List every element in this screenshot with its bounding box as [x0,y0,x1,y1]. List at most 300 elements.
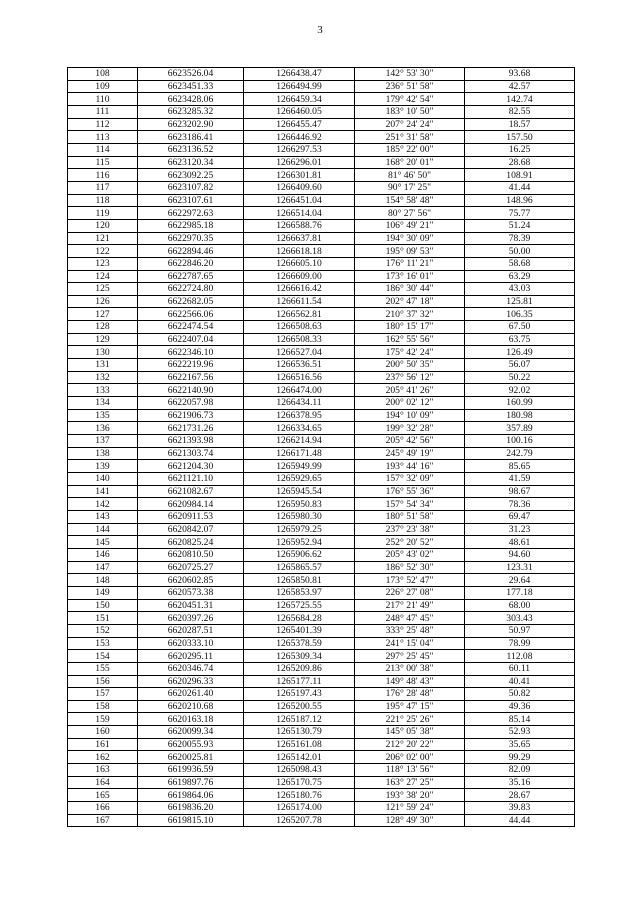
y-coordinate-cell: 1265130.79 [244,726,355,739]
table-row [68,245,575,258]
x-coordinate-cell: 6620261.40 [138,688,244,701]
point-number-cell: 161 [68,738,138,751]
y-coordinate-cell: 1266451.04 [244,194,355,207]
bearing-cell: 142° 53' 30" [355,68,465,81]
distance-cell: 29.64 [465,574,575,587]
y-coordinate-cell: 1266605.10 [244,257,355,270]
x-coordinate-cell: 6620573.38 [138,586,244,599]
bearing-cell: 106° 49' 21" [355,219,465,232]
point-number-cell: 153 [68,637,138,650]
y-coordinate-cell: 1265979.25 [244,523,355,536]
y-coordinate-cell: 1265853.97 [244,586,355,599]
point-number-cell: 131 [68,359,138,372]
distance-cell: 31.23 [465,523,575,536]
bearing-cell: 252° 20' 52" [355,536,465,549]
distance-cell: 40.41 [465,675,575,688]
x-coordinate-cell: 6620602.85 [138,574,244,587]
point-number-cell: 139 [68,460,138,473]
table-row [68,397,575,410]
bearing-cell: 185° 22' 00" [355,143,465,156]
point-number-cell: 150 [68,599,138,612]
x-coordinate-cell: 6622724.80 [138,283,244,296]
table-row [68,118,575,131]
distance-cell: 75.77 [465,207,575,220]
distance-cell: 41.59 [465,473,575,486]
distance-cell: 82.09 [465,764,575,777]
point-number-cell: 128 [68,321,138,334]
point-number-cell: 157 [68,688,138,701]
x-coordinate-cell: 6623428.06 [138,93,244,106]
distance-cell: 357.89 [465,422,575,435]
y-coordinate-cell: 1265929.65 [244,473,355,486]
distance-cell: 39.83 [465,802,575,815]
table-row [68,738,575,751]
y-coordinate-cell: 1265906.62 [244,548,355,561]
distance-cell: 303.43 [465,612,575,625]
x-coordinate-cell: 6621731.26 [138,422,244,435]
point-number-cell: 141 [68,485,138,498]
point-number-cell: 113 [68,131,138,144]
y-coordinate-cell: 1265309.34 [244,650,355,663]
bearing-cell: 205° 41' 26" [355,384,465,397]
y-coordinate-cell: 1266562.81 [244,308,355,321]
y-coordinate-cell: 1266459.34 [244,93,355,106]
table-row [68,751,575,764]
y-coordinate-cell: 1265945.54 [244,485,355,498]
bearing-cell: 221° 25' 26" [355,713,465,726]
distance-cell: 68.00 [465,599,575,612]
point-number-cell: 162 [68,751,138,764]
y-coordinate-cell: 1265378.59 [244,637,355,650]
x-coordinate-cell: 6623092.25 [138,169,244,182]
point-number-cell: 135 [68,409,138,422]
point-number-cell: 116 [68,169,138,182]
table-row [68,536,575,549]
distance-cell: 78.36 [465,498,575,511]
table-row [68,485,575,498]
table-row [68,422,575,435]
x-coordinate-cell: 6620296.33 [138,675,244,688]
x-coordinate-cell: 6621204.30 [138,460,244,473]
point-number-cell: 166 [68,802,138,815]
table-row [68,586,575,599]
bearing-cell: 157° 32' 09" [355,473,465,486]
table-row [68,371,575,384]
table-row [68,283,575,296]
distance-cell: 16.25 [465,143,575,156]
table-row [68,460,575,473]
point-number-cell: 109 [68,80,138,93]
bearing-cell: 237° 23' 38" [355,523,465,536]
bearing-cell: 193° 38' 20" [355,789,465,802]
y-coordinate-cell: 1265098.43 [244,764,355,777]
table-row [68,574,575,587]
point-number-cell: 164 [68,776,138,789]
y-coordinate-cell: 1266616.42 [244,283,355,296]
distance-cell: 92.02 [465,384,575,397]
bearing-cell: 193° 44' 16" [355,460,465,473]
x-coordinate-cell: 6620397.26 [138,612,244,625]
x-coordinate-cell: 6620825.24 [138,536,244,549]
distance-cell: 52.93 [465,726,575,739]
table-row [68,700,575,713]
y-coordinate-cell: 1266516.56 [244,371,355,384]
x-coordinate-cell: 6620451.31 [138,599,244,612]
bearing-cell: 157° 54' 34" [355,498,465,511]
bearing-cell: 175° 42' 24" [355,346,465,359]
y-coordinate-cell: 1265950.83 [244,498,355,511]
bearing-cell: 205° 43' 02" [355,548,465,561]
point-number-cell: 167 [68,814,138,827]
x-coordinate-cell: 6623107.61 [138,194,244,207]
table-row [68,384,575,397]
y-coordinate-cell: 1266611.54 [244,295,355,308]
y-coordinate-cell: 1265177.11 [244,675,355,688]
point-number-cell: 149 [68,586,138,599]
table-row [68,599,575,612]
x-coordinate-cell: 6619897.76 [138,776,244,789]
x-coordinate-cell: 6622474.54 [138,321,244,334]
bearing-cell: 200° 02' 12" [355,397,465,410]
table-row [68,548,575,561]
bearing-cell: 80° 27' 56" [355,207,465,220]
bearing-cell: 121° 59' 24" [355,802,465,815]
y-coordinate-cell: 1266508.33 [244,333,355,346]
bearing-cell: 251° 31' 58" [355,131,465,144]
point-number-cell: 115 [68,156,138,169]
distance-cell: 126.49 [465,346,575,359]
point-number-cell: 130 [68,346,138,359]
distance-cell: 51.24 [465,219,575,232]
y-coordinate-cell: 1266438.47 [244,68,355,81]
x-coordinate-cell: 6622167.56 [138,371,244,384]
bearing-cell: 194° 10' 09" [355,409,465,422]
distance-cell: 43.03 [465,283,575,296]
table-row [68,650,575,663]
x-coordinate-cell: 6620911.53 [138,510,244,523]
table-row [68,308,575,321]
x-coordinate-cell: 6622894.46 [138,245,244,258]
point-number-cell: 134 [68,397,138,410]
distance-cell: 50.82 [465,688,575,701]
y-coordinate-cell: 1265180.76 [244,789,355,802]
x-coordinate-cell: 6622566.06 [138,308,244,321]
table-row [68,321,575,334]
y-coordinate-cell: 1266609.00 [244,270,355,283]
bearing-cell: 180° 15' 17" [355,321,465,334]
point-number-cell: 142 [68,498,138,511]
bearing-cell: 199° 32' 28" [355,422,465,435]
y-coordinate-cell: 1266297.53 [244,143,355,156]
bearing-cell: 186° 30' 44" [355,283,465,296]
point-number-cell: 159 [68,713,138,726]
distance-cell: 42.57 [465,80,575,93]
bearing-cell: 207° 24' 24" [355,118,465,131]
y-coordinate-cell: 1266296.01 [244,156,355,169]
y-coordinate-cell: 1266460.05 [244,105,355,118]
table-row [68,802,575,815]
y-coordinate-cell: 1265174.00 [244,802,355,815]
point-number-cell: 124 [68,270,138,283]
bearing-cell: 236° 51' 58" [355,80,465,93]
bearing-cell: 81° 46' 50" [355,169,465,182]
table-row [68,789,575,802]
distance-cell: 28.67 [465,789,575,802]
table-row [68,346,575,359]
bearing-cell: 176° 28' 48" [355,688,465,701]
y-coordinate-cell: 1266171.48 [244,447,355,460]
y-coordinate-cell: 1265952.94 [244,536,355,549]
distance-cell: 160.99 [465,397,575,410]
x-coordinate-cell: 6620055.93 [138,738,244,751]
y-coordinate-cell: 1266527.04 [244,346,355,359]
x-coordinate-cell: 6622407.04 [138,333,244,346]
x-coordinate-cell: 6621393.98 [138,435,244,448]
bearing-cell: 248° 47' 45" [355,612,465,625]
x-coordinate-cell: 6620210.68 [138,700,244,713]
table-row [68,409,575,422]
point-number-cell: 147 [68,561,138,574]
bearing-cell: 194° 30' 09" [355,232,465,245]
y-coordinate-cell: 1265209.86 [244,662,355,675]
point-number-cell: 165 [68,789,138,802]
y-coordinate-cell: 1266455.47 [244,118,355,131]
table-row [68,435,575,448]
point-number-cell: 111 [68,105,138,118]
bearing-cell: 179° 42' 54" [355,93,465,106]
distance-cell: 49.36 [465,700,575,713]
table-row [68,105,575,118]
x-coordinate-cell: 6623285.32 [138,105,244,118]
y-coordinate-cell: 1266409.60 [244,181,355,194]
y-coordinate-cell: 1265170.75 [244,776,355,789]
distance-cell: 63.75 [465,333,575,346]
table-row [68,270,575,283]
point-number-cell: 132 [68,371,138,384]
point-number-cell: 146 [68,548,138,561]
distance-cell: 58.68 [465,257,575,270]
x-coordinate-cell: 6622682.05 [138,295,244,308]
distance-cell: 35.16 [465,776,575,789]
bearing-cell: 333° 25' 48" [355,624,465,637]
table-body [68,68,575,827]
distance-cell: 99.29 [465,751,575,764]
y-coordinate-cell: 1266514.04 [244,207,355,220]
y-coordinate-cell: 1265980.30 [244,510,355,523]
distance-cell: 112.08 [465,650,575,663]
distance-cell: 148.96 [465,194,575,207]
distance-cell: 85.14 [465,713,575,726]
point-number-cell: 137 [68,435,138,448]
distance-cell: 157.50 [465,131,575,144]
point-number-cell: 138 [68,447,138,460]
x-coordinate-cell: 6623120.34 [138,156,244,169]
bearing-cell: 245° 49' 19" [355,447,465,460]
y-coordinate-cell: 1265207.78 [244,814,355,827]
y-coordinate-cell: 1266618.18 [244,245,355,258]
distance-cell: 180.98 [465,409,575,422]
distance-cell: 108.91 [465,169,575,182]
distance-cell: 106.35 [465,308,575,321]
point-number-cell: 155 [68,662,138,675]
y-coordinate-cell: 1265142.01 [244,751,355,764]
point-number-cell: 112 [68,118,138,131]
table-row [68,169,575,182]
point-number-cell: 144 [68,523,138,536]
x-coordinate-cell: 6622787.65 [138,270,244,283]
table-row [68,181,575,194]
x-coordinate-cell: 6620725.27 [138,561,244,574]
point-number-cell: 129 [68,333,138,346]
distance-cell: 100.16 [465,435,575,448]
table-row [68,80,575,93]
distance-cell: 98.67 [465,485,575,498]
y-coordinate-cell: 1265850.81 [244,574,355,587]
point-number-cell: 154 [68,650,138,663]
table-row [68,764,575,777]
table-row [68,688,575,701]
distance-cell: 177.18 [465,586,575,599]
point-number-cell: 136 [68,422,138,435]
bearing-cell: 217° 21' 49" [355,599,465,612]
table-row [68,814,575,827]
point-number-cell: 108 [68,68,138,81]
bearing-cell: 168° 20' 01" [355,156,465,169]
bearing-cell: 149° 48' 43" [355,675,465,688]
point-number-cell: 163 [68,764,138,777]
x-coordinate-cell: 6620984.14 [138,498,244,511]
bearing-cell: 118° 13' 56" [355,764,465,777]
point-number-cell: 122 [68,245,138,258]
bearing-cell: 128° 49' 30" [355,814,465,827]
bearing-cell: 205° 42' 56" [355,435,465,448]
x-coordinate-cell: 6620025.81 [138,751,244,764]
point-number-cell: 145 [68,536,138,549]
table-row [68,662,575,675]
x-coordinate-cell: 6622219.96 [138,359,244,372]
y-coordinate-cell: 1266637.81 [244,232,355,245]
table-row [68,333,575,346]
y-coordinate-cell: 1266536.51 [244,359,355,372]
y-coordinate-cell: 1266214.94 [244,435,355,448]
table-row [68,447,575,460]
distance-cell: 41.44 [465,181,575,194]
y-coordinate-cell: 1266588.76 [244,219,355,232]
y-coordinate-cell: 1265200.55 [244,700,355,713]
point-number-cell: 114 [68,143,138,156]
x-coordinate-cell: 6620099.34 [138,726,244,739]
x-coordinate-cell: 6621906.73 [138,409,244,422]
point-number-cell: 120 [68,219,138,232]
table-row [68,675,575,688]
distance-cell: 18.57 [465,118,575,131]
point-number-cell: 152 [68,624,138,637]
table-row [68,156,575,169]
point-number-cell: 121 [68,232,138,245]
bearing-cell: 176° 11' 21" [355,257,465,270]
point-number-cell: 156 [68,675,138,688]
bearing-cell: 186° 52' 30" [355,561,465,574]
table-row [68,359,575,372]
distance-cell: 94.60 [465,548,575,561]
point-number-cell: 117 [68,181,138,194]
x-coordinate-cell: 6621303.74 [138,447,244,460]
x-coordinate-cell: 6620346.74 [138,662,244,675]
point-number-cell: 126 [68,295,138,308]
point-number-cell: 160 [68,726,138,739]
x-coordinate-cell: 6623107.82 [138,181,244,194]
bearing-cell: 202° 47' 18" [355,295,465,308]
distance-cell: 60.11 [465,662,575,675]
point-number-cell: 110 [68,93,138,106]
table-row [68,473,575,486]
bearing-cell: 154° 58' 48" [355,194,465,207]
bearing-cell: 163° 27' 25" [355,776,465,789]
x-coordinate-cell: 6620810.50 [138,548,244,561]
y-coordinate-cell: 1265865.57 [244,561,355,574]
y-coordinate-cell: 1266334.65 [244,422,355,435]
point-number-cell: 158 [68,700,138,713]
bearing-cell: 195° 47' 15" [355,700,465,713]
x-coordinate-cell: 6622140.90 [138,384,244,397]
distance-cell: 93.68 [465,68,575,81]
bearing-cell: 213° 00' 38" [355,662,465,675]
x-coordinate-cell: 6622972.63 [138,207,244,220]
x-coordinate-cell: 6623136.52 [138,143,244,156]
distance-cell: 142.74 [465,93,575,106]
bearing-cell: 90° 17' 25" [355,181,465,194]
table-row [68,612,575,625]
table-row [68,257,575,270]
point-number-cell: 118 [68,194,138,207]
table-row [68,143,575,156]
table-row [68,68,575,81]
distance-cell: 48.61 [465,536,575,549]
x-coordinate-cell: 6619815.10 [138,814,244,827]
table-row [68,637,575,650]
x-coordinate-cell: 6623186.41 [138,131,244,144]
point-number-cell: 133 [68,384,138,397]
bearing-cell: 237° 56' 12" [355,371,465,384]
y-coordinate-cell: 1266474.00 [244,384,355,397]
table-row [68,726,575,739]
x-coordinate-cell: 6620842.07 [138,523,244,536]
y-coordinate-cell: 1265949.99 [244,460,355,473]
x-coordinate-cell: 6623526.04 [138,68,244,81]
point-number-cell: 148 [68,574,138,587]
distance-cell: 63.29 [465,270,575,283]
y-coordinate-cell: 1265725.55 [244,599,355,612]
y-coordinate-cell: 1266508.63 [244,321,355,334]
x-coordinate-cell: 6621121.10 [138,473,244,486]
bearing-cell: 206° 02' 00" [355,751,465,764]
point-number-cell: 119 [68,207,138,220]
x-coordinate-cell: 6620163.18 [138,713,244,726]
x-coordinate-cell: 6622985.18 [138,219,244,232]
bearing-cell: 195° 09' 53" [355,245,465,258]
table-row [68,194,575,207]
x-coordinate-cell: 6621082.67 [138,485,244,498]
distance-cell: 78.99 [465,637,575,650]
y-coordinate-cell: 1265401.39 [244,624,355,637]
y-coordinate-cell: 1265684.28 [244,612,355,625]
x-coordinate-cell: 6622846.20 [138,257,244,270]
x-coordinate-cell: 6622970.35 [138,232,244,245]
table-row [68,523,575,536]
x-coordinate-cell: 6622346.10 [138,346,244,359]
distance-cell: 125.81 [465,295,575,308]
distance-cell: 242.79 [465,447,575,460]
